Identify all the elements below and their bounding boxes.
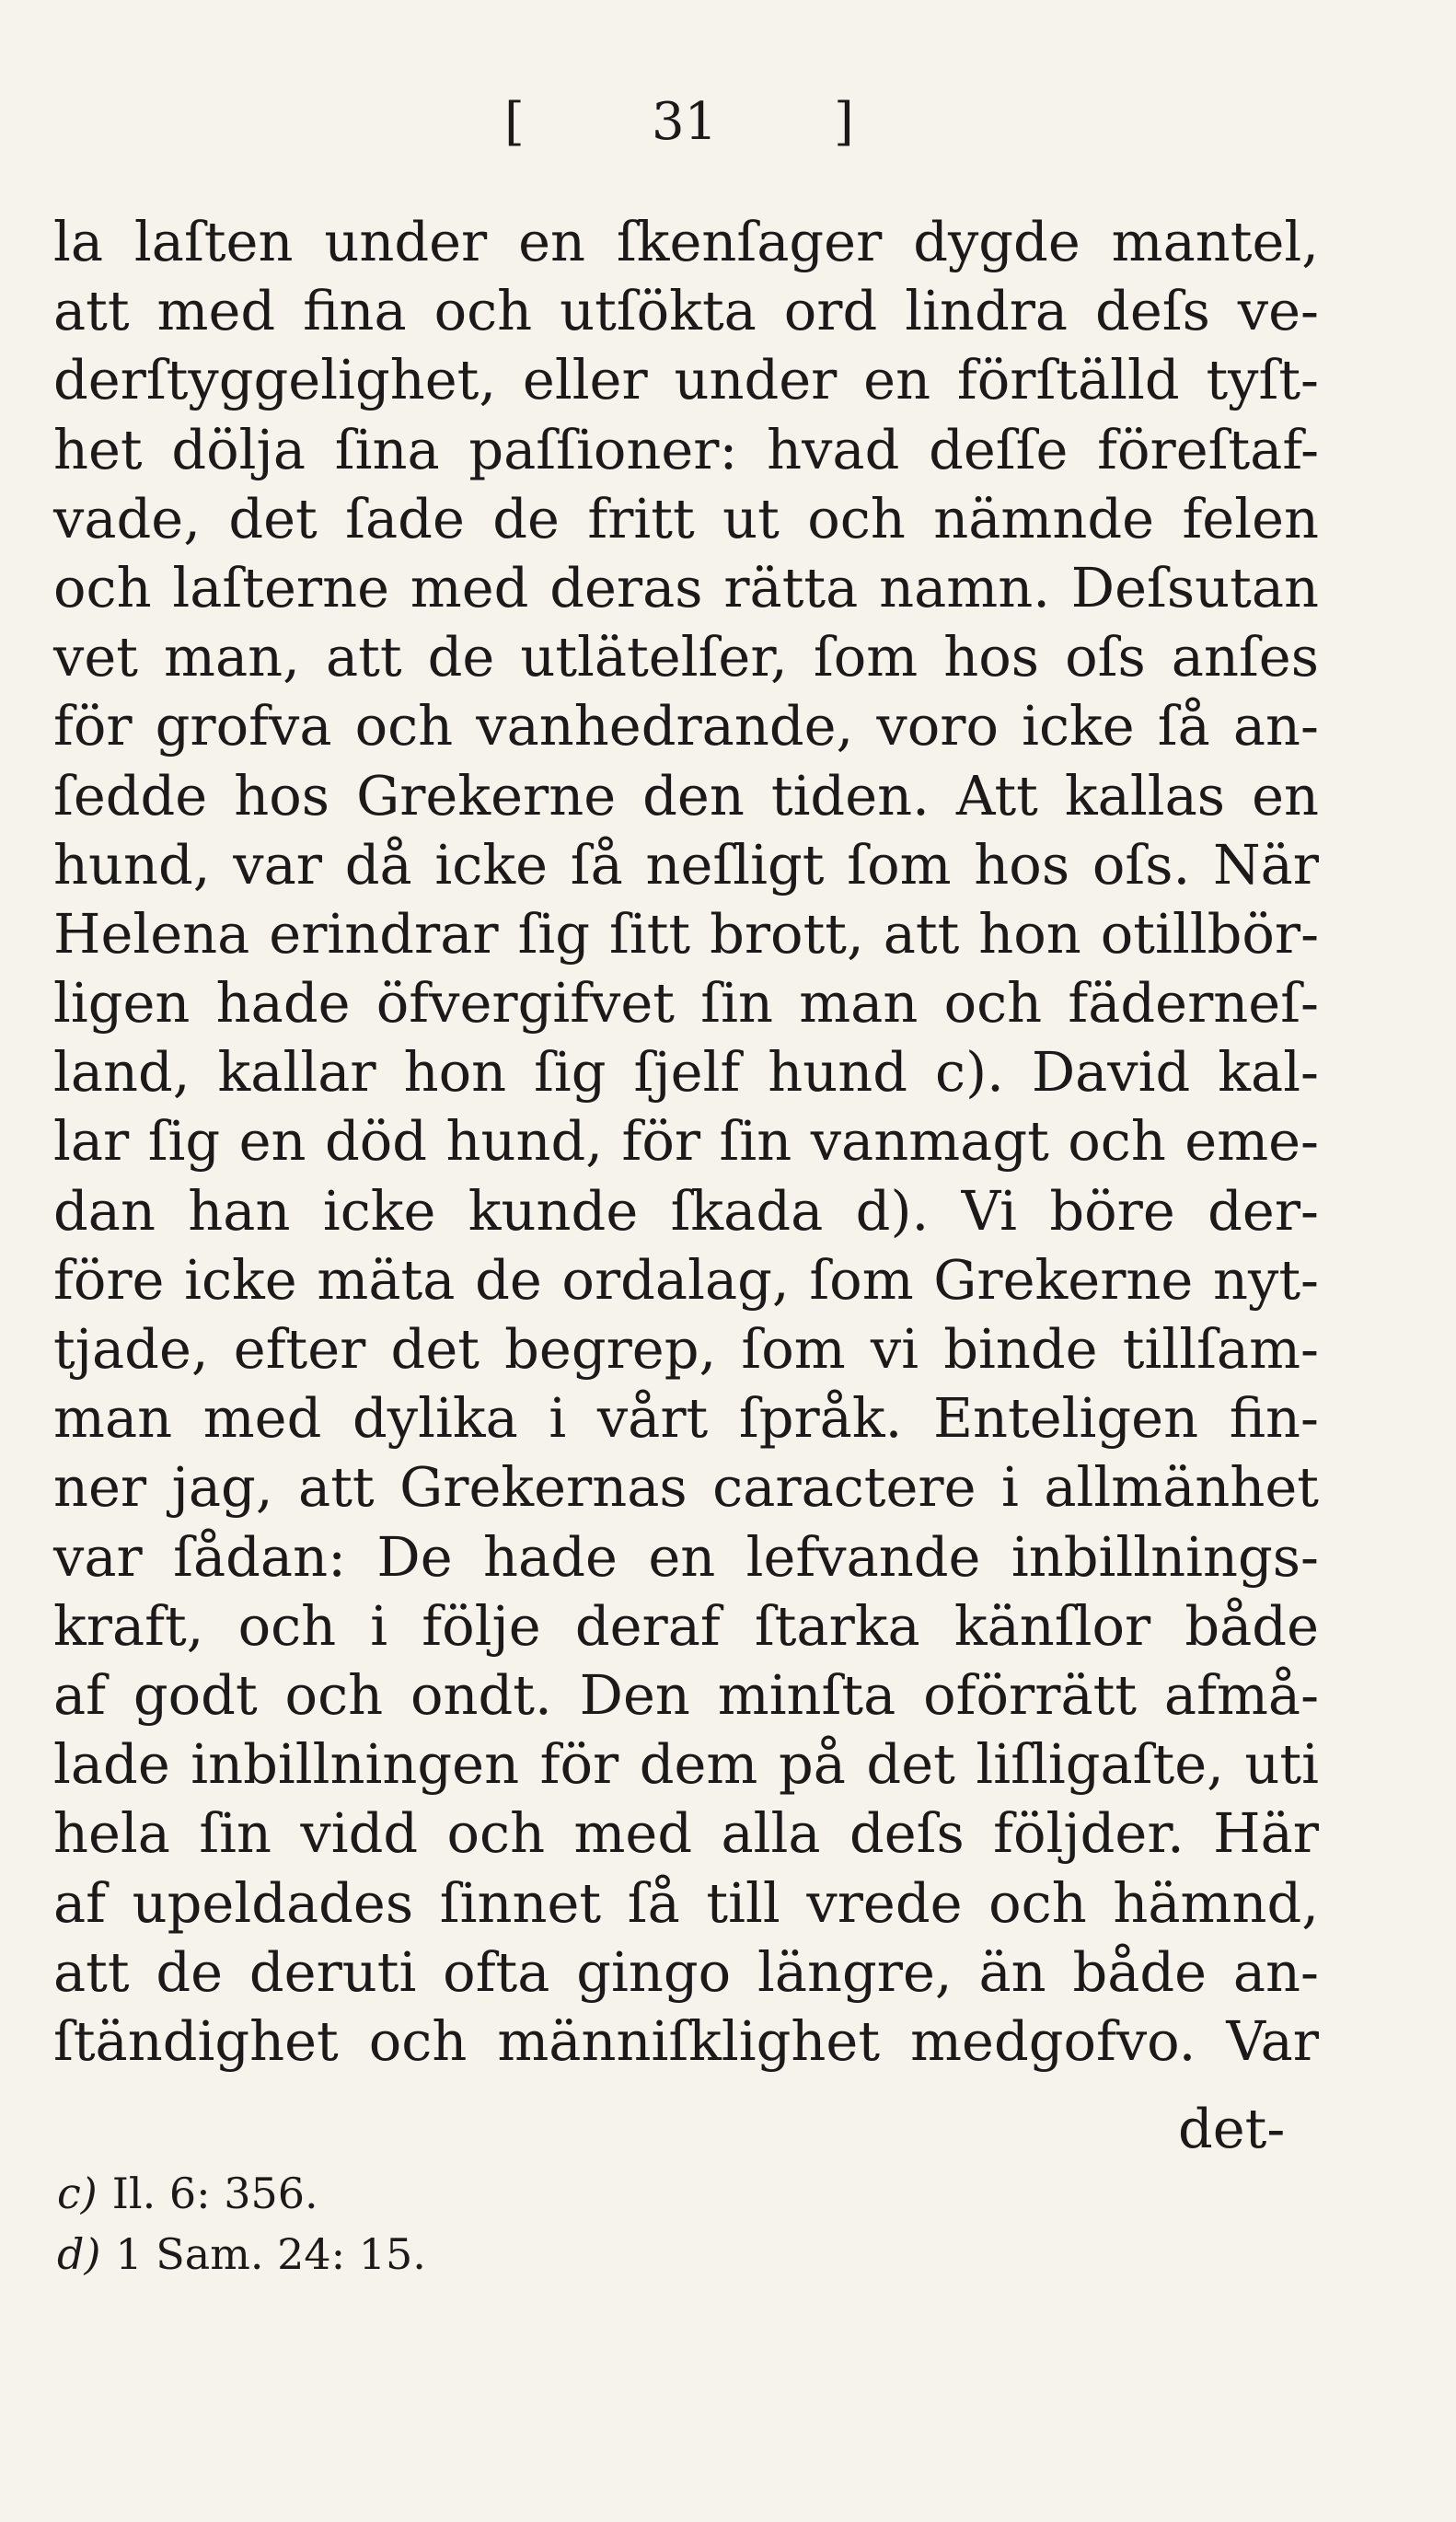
- header-bracket-left: [: [504, 92, 525, 152]
- footnote-text: 1 Sam. 24: 15.: [115, 2229, 426, 2279]
- footnote: [57, 2224, 426, 2285]
- text-line: ligen hade öfvergifvet ſin man och fäderneſ-: [53, 971, 1319, 1035]
- page-header: [0, 92, 1456, 166]
- footnote-text: Il. 6: 356.: [111, 2169, 318, 2218]
- text-line: var ſådan: De hade en lefvande inbillnings-: [53, 1524, 1319, 1589]
- header-bracket-right: ]: [834, 92, 854, 152]
- text-line: af godt och ondt. Den minſta oförrätt afmå-: [53, 1662, 1319, 1727]
- footnotes: [57, 2163, 426, 2285]
- text-line: het dölja ſina paſſioner: hvad deſſe föreſtaf-: [53, 417, 1319, 481]
- catchword: det-: [1178, 2097, 1286, 2160]
- text-line: man med dylika i vårt ſpråk. Enteligen fin-: [53, 1386, 1319, 1451]
- text-line: hund, var då icke ſå neſligt ſom hos oſs. När: [53, 832, 1319, 897]
- text-line: kraft, och i följe deraf ſtarka känſlor både: [53, 1593, 1319, 1658]
- footnote-mark: d): [57, 2229, 101, 2279]
- text-line: vet man, att de utlätelſer, ſom hos oſs anſes: [53, 625, 1319, 689]
- text-line: att med fina och utſökta ord lindra deſs ve-: [53, 279, 1319, 343]
- text-line: ner jag, att Grekernas caractere i allmänhet: [53, 1455, 1319, 1520]
- body-text: [53, 207, 1319, 2076]
- footnote: [57, 2163, 426, 2224]
- text-line: Helena erindrar ſig ſitt brott, att hon otillbör-: [53, 901, 1319, 966]
- text-line: före icke mäta de ordalag, ſom Grekerne nyt-: [53, 1247, 1319, 1312]
- page-number: 31: [652, 92, 718, 152]
- text-line: lar ſig en död hund, för ſin vanmagt och eme-: [53, 1109, 1319, 1174]
- text-line: dan han icke kunde ſkada d). Vi böre der-: [53, 1178, 1319, 1243]
- text-line: och laſterne med deras rätta namn. Deſsutan: [53, 555, 1319, 619]
- text-line: hela ſin vidd och med alla deſs följder. Här: [53, 1801, 1319, 1866]
- text-line: land, kallar hon ſig ſjelf hund c). David kal-: [53, 1040, 1319, 1105]
- text-line: derſtyggelighet, eller under en förſtälld tyſt-: [53, 348, 1319, 412]
- footnote-mark: c): [57, 2169, 98, 2218]
- text-line: ſtändighet och männiſklighet medgofvo. Var: [53, 2008, 1319, 2073]
- text-line: af upeldades ſinnet ſå till vrede och hämnd,: [53, 1870, 1319, 1935]
- text-line: ſedde hos Grekerne den tiden. Att kallas en: [53, 763, 1319, 827]
- text-line: för grofva och vanhedrande, voro icke ſå an-: [53, 694, 1319, 758]
- text-line: vade, det ſade de fritt ut och nämnde felen: [53, 486, 1319, 550]
- text-line: att de deruti ofta gingo längre, än både an-: [53, 1939, 1319, 2004]
- text-line: tjade, efter det begrep, ſom vi binde tillſam-: [53, 1317, 1319, 1381]
- text-line: la laſten under en ſkenſager dygde mantel,: [53, 210, 1319, 273]
- text-line: lade inbillningen för dem på det liſligaſte, uti: [53, 1732, 1319, 1797]
